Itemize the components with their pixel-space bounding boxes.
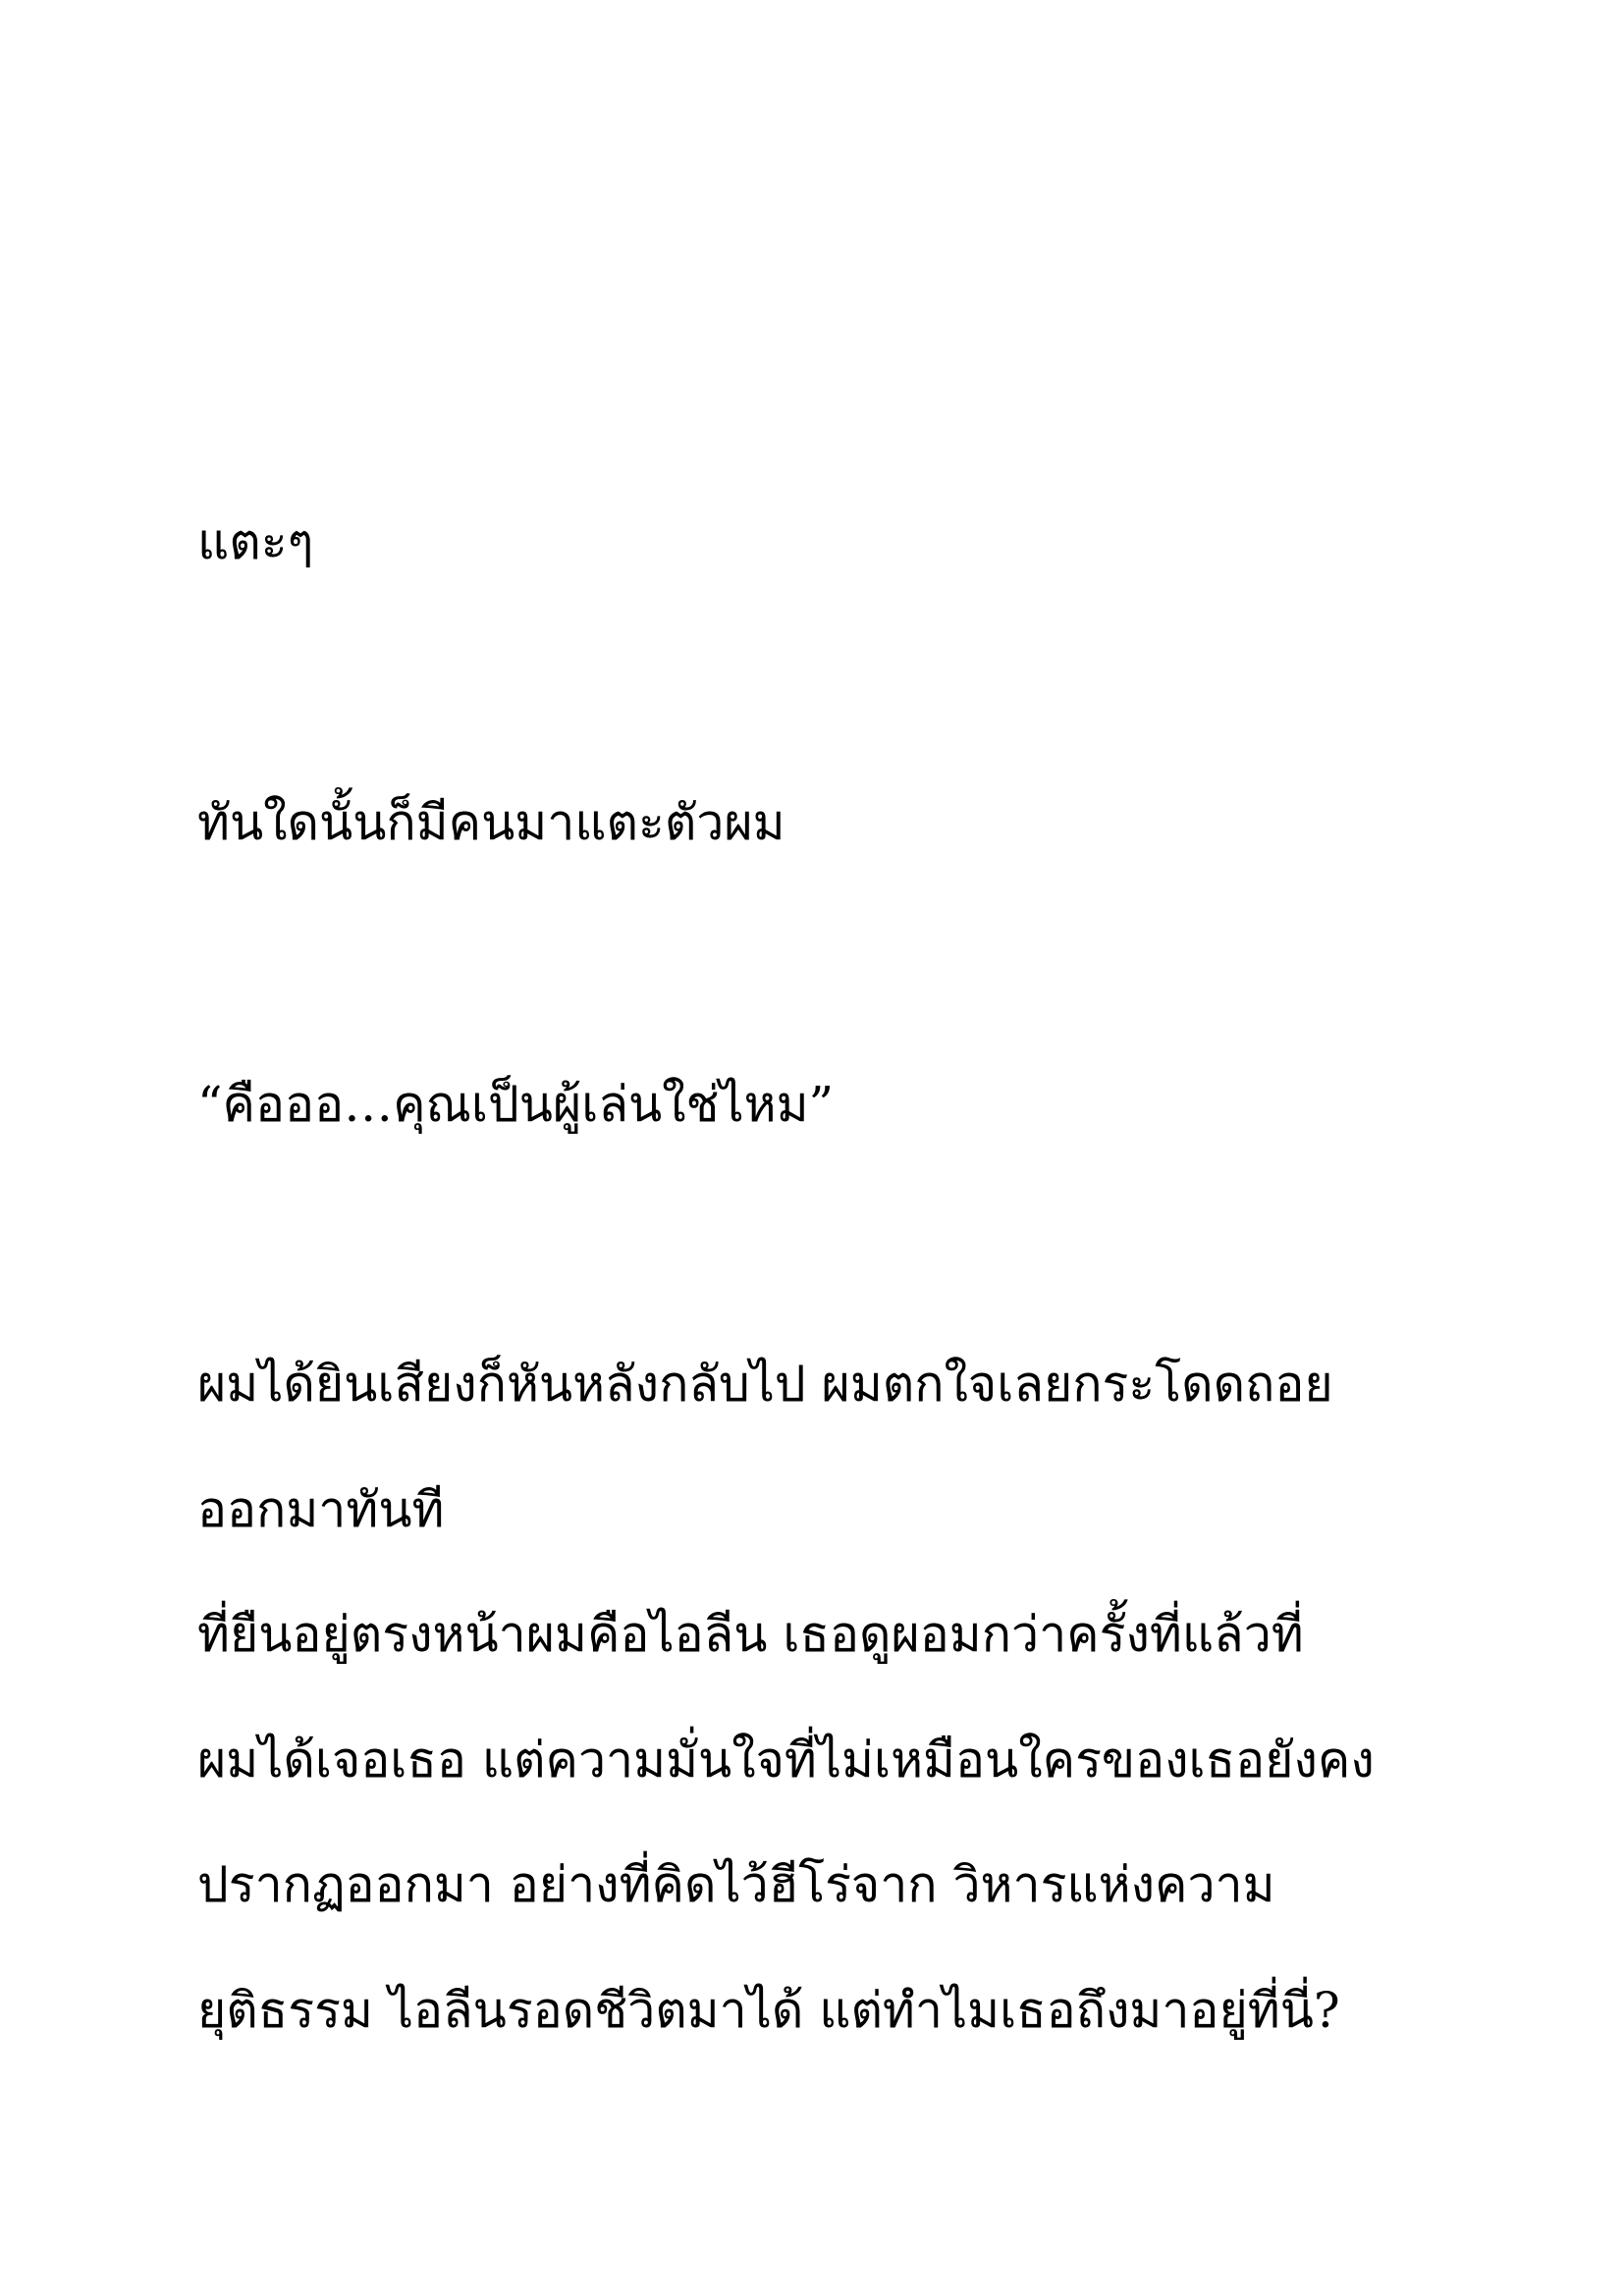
text-line-narration: ทันใดนั้นก็มีคนมาแตะตัวผม <box>197 794 785 851</box>
text-line-sound-effect: แตะๆ <box>197 513 314 570</box>
text-line-paragraph-2d: ยุติธรรม ไอลีนรอดชีวิตมาได้ แต่ทำไมเธอถึงมาอยู่ที่นี่? <box>197 1982 1340 2039</box>
text-line-paragraph-2a: ที่ยืนอยู่ตรงหน้าผมคือไอลีน เธอดูผอมกว่าครั้งที่แล้วที่ <box>197 1606 1304 1663</box>
text-line-paragraph-2c: ปรากฏออกมา อย่างที่คิดไว้ฮีโร่จาก วิหารแห่งความ <box>197 1856 1275 1913</box>
text-line-dialogue: “คือออ…คุณเป็นผู้เล่นใช่ไหม” <box>197 1076 835 1133</box>
text-line-paragraph-2b: ผมได้เจอเธอ แต่ความมั่นใจที่ไม่เหมือนใครของเธอยังคง <box>197 1732 1375 1789</box>
text-line-paragraph-1a: ผมได้ยินเสียงก็หันหลังกลับไป ผมตกใจเลยกระโดดถอย <box>197 1356 1333 1413</box>
text-line-paragraph-1b: ออกมาทันที <box>197 1481 445 1538</box>
